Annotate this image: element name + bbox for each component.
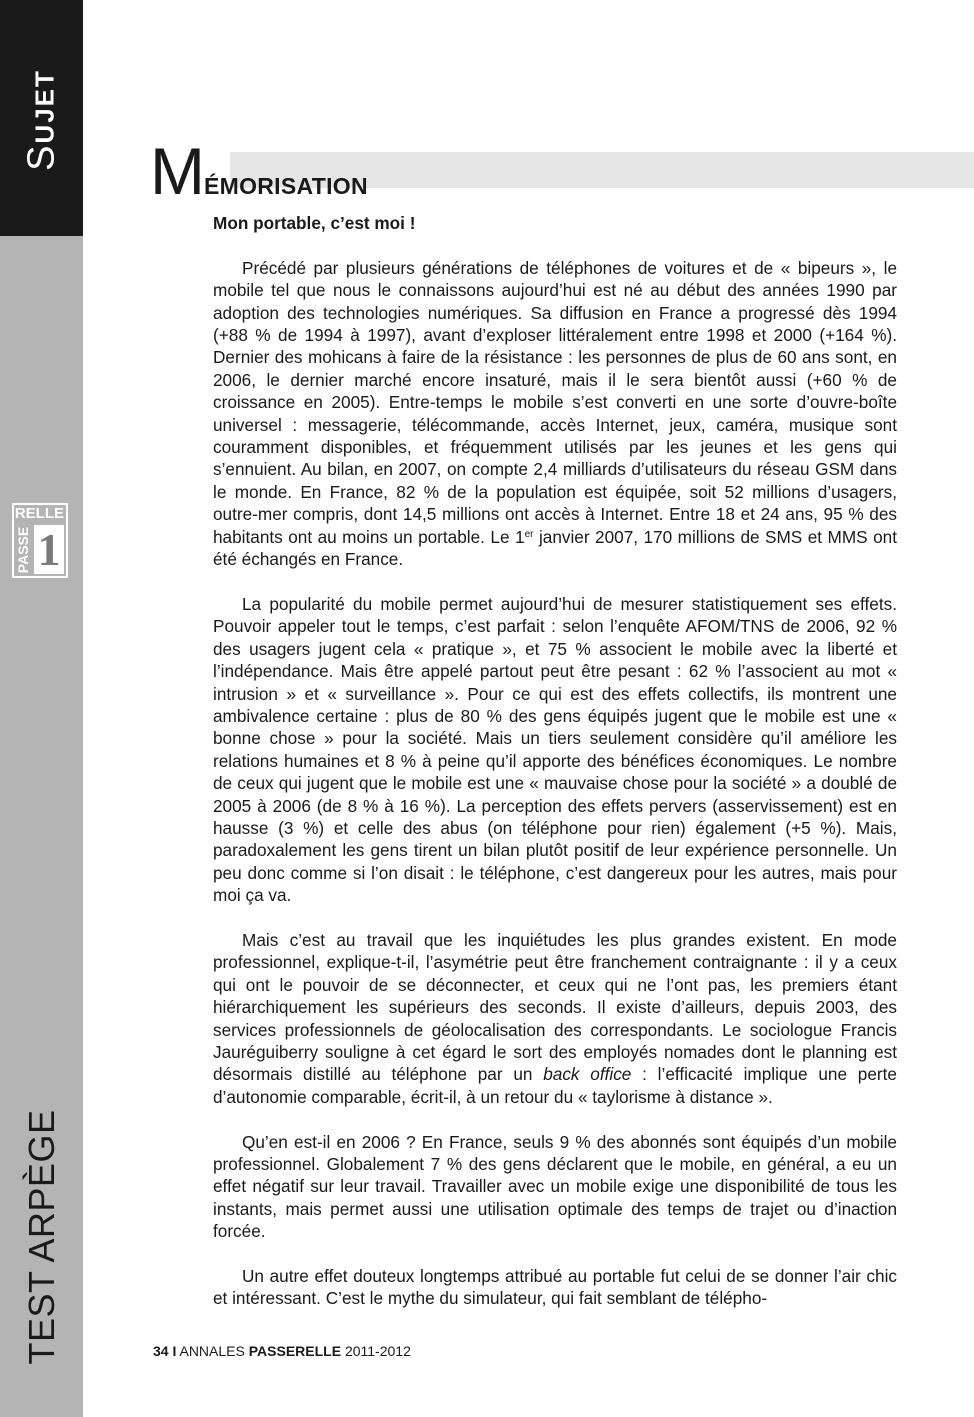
logo-passe-text: PASSE <box>15 526 31 573</box>
paragraph-2: La popularité du mobile permet aujourd’hui de mesurer statistiquement ses effets. Pouvoir appeler tout le temps, c’est parfait : selon l’enquête AFOM/TNS de 2006, 92 % des usagers jugent cela « pratique », et 75 % associent le mobile avec la liberté et l’indépendance. Mais être appelé partout peut être pesant : 62 % l’associent au mot « intrusion » et « surveillance ». Pour ce qui est des effets collectifs, ils montrent une ambivalence certaine : plus de 80 % des gens équipés jugent que le mobile est une « bonne chose » pour la société. Mais un tiers seulement considère qu’il améliore les relations humaines et 8 % à peine qu’il apporte des bénéfices économiques. Le nombre de ceux qui jugent que le mobile est une « mauvaise chose pour la société » a doublé de 2005 à 2006 (de 8 % à 16 %). La perception des effets pervers (asservissement) est en hausse (3 %) et celle des abus (on téléphone pour rien) également (+5 %). Mais, paradoxalement les gens tirent un bilan plutôt positif de leur expérience personnelle. Un peu donc comme si l’on disait : le téléphone, c’est dangereux pour les autres, mais pour moi ça va. <box>213 593 897 906</box>
paragraph-5: Un autre effet douteux longtemps attribué au portable fut celui de se donner l’air chic et intéressant. C’est le mythe du simulateur, qui fait semblant de télépho- <box>213 1266 897 1309</box>
paragraph-4: Qu’en est-il en 2006 ? En France, seuls 9 % des abonnés sont équipés d’un mobile professionnel. Globalement 7 % des gens déclarent que le mobile, en général, a eu un effet négatif sur leur travail. Travailler avec un mobile exige une disponibilité de tous les instants, mais permet aussi une utilisation optimale des temps de trajet ou d’inaction forcée. <box>213 1131 897 1242</box>
logo-relle-text: RELLE <box>14 505 64 522</box>
test-name-label: TEST ARPÈGE <box>21 1109 62 1365</box>
page-footer: 34 I ANNALES PASSERELLE 2011-2012 <box>153 1343 411 1359</box>
paragraph-3: Mais c’est au travail que les inquiétudes les plus grandes existent. En mode professionnel, explique-t-il, l’asymétrie peut être franchement contraignante : il y a ceux qui ont le pouvoir de se déconnecter, et ceux qui ne l’ont pas, les premiers étant hiérarchiquement les supérieurs des seconds. Il existe d’ailleurs, depuis 2003, des services professionnels de géolocalisation des correspondants. Le sociologue Francis Jauréguiberry souligne à cet égard le sort des employés nomades dont le planning est désormais distillé au téléphone par un back office : l’efficacité implique une perte d’autonomie comparable, écrit-il, à un retour du « taylorisme à distance ». <box>213 929 897 1107</box>
ordinal-superscript: er <box>524 528 534 540</box>
paragraph-1: Précédé par plusieurs générations de téléphones de voitures et de « bipeurs », le mobile tel que nous le connaissons aujourd’hui est né au début des années 1990 par adoption des technologies numériques. Sa diffusion en France a progressé dès 1994 (+88 % de 1994 à 1997), avant d’exploser littéralement entre 1998 et 2000 (+164 %). Dernier des mohicans à faire de la résistance : les personnes de plus de 60 ans sont, en 2006, le dernier marché encore insaturé, mais il le sera bientôt aussi (+60 % de croissance en 2005). Entre-temps le mobile s’est converti en une sorte d’ouvre-boîte universel : messagerie, télécommande, accès Internet, jeux, caméra, musique sont couramment disponibles, et fréquemment utilisés par les jeunes et les gens qui s’ennuient. Au bilan, en 2007, on compte 2,4 milliards d’utilisateurs du réseau GSM dans le monde. En France, 82 % de la population est équipée, soit 52 millions d’usagers, outre-mer compris, dont 14,5 millions ont accès à Internet. Entre 18 et 24 ans, 95 % des habitants ont au moins un portable. Le 1er janvier 2007, 170 millions de SMS et MMS ont été échangés en France. <box>213 257 897 570</box>
footer-brand: PASSERELLE <box>248 1343 342 1359</box>
section-label: SUJET <box>20 69 63 171</box>
italic-term: back office <box>543 1064 632 1085</box>
article-body <box>213 212 897 1332</box>
logo-number: 1 <box>34 525 64 574</box>
article-subtitle: Mon portable, c’est moi ! <box>213 213 416 233</box>
passerelle-logo <box>12 503 68 578</box>
page-title: MÉMORISATION <box>150 134 368 208</box>
page-number: 34 <box>153 1343 169 1359</box>
